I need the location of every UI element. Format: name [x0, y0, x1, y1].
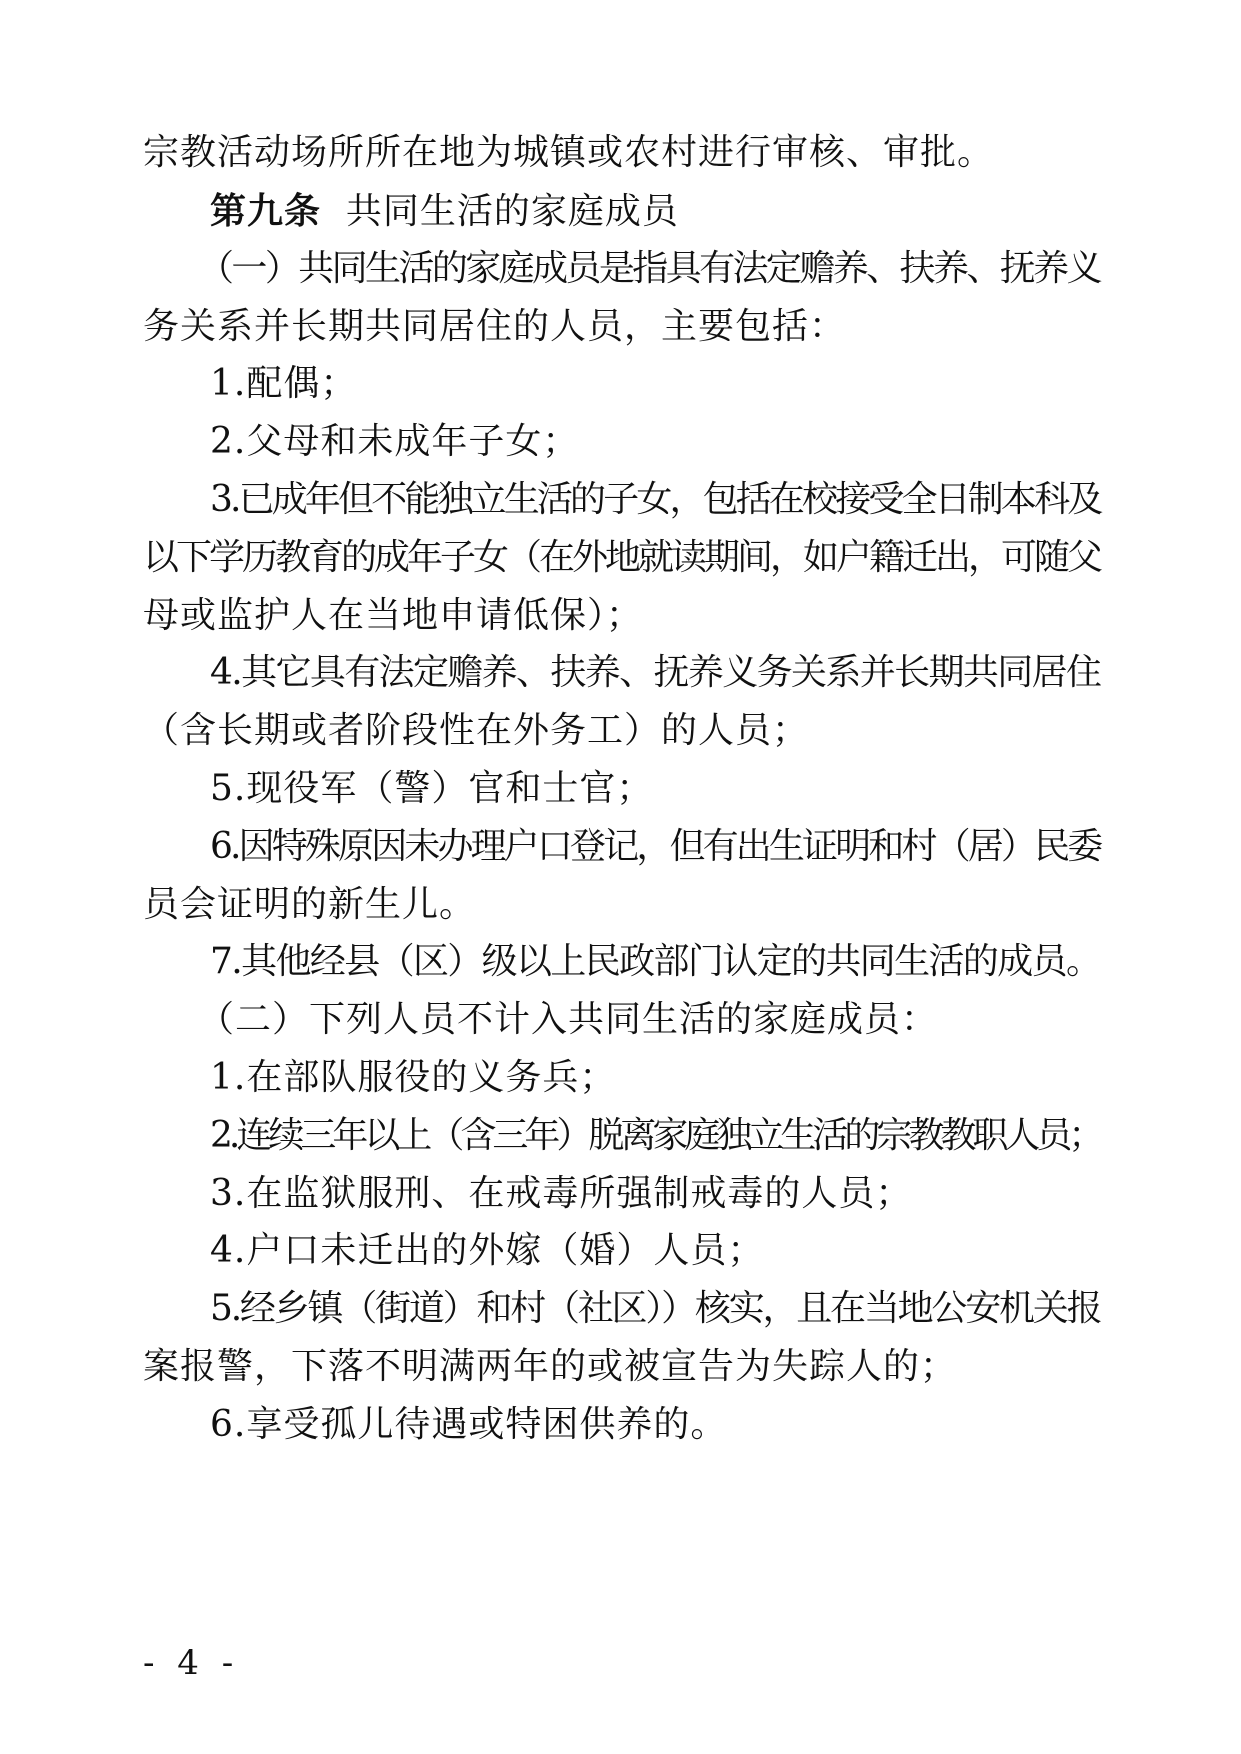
text-line: （一）共同生活的家庭成员是指具有法定赡养、扶养、抚养义 — [198, 248, 1101, 289]
list-item: 3.已成年但不能独立生活的子女，包括在校接受全日制本科及 — [210, 479, 1101, 520]
list-item: 4.其它具有法定赡养、扶养、抚养义务关系并长期共同居住 — [210, 652, 1101, 693]
text-line: 宗教活动场所所在地为城镇或农村进行审核、审批。 — [143, 132, 995, 173]
text-line: 案报警，下落不明满两年的或被宣告为失踪人的； — [143, 1346, 958, 1387]
list-item: 2.父母和未成年子女； — [210, 421, 580, 462]
list-item: 1.在部队服役的义务兵； — [210, 1057, 617, 1098]
article-number: 第九条 — [210, 190, 322, 232]
list-item: 1.配偶； — [210, 363, 358, 404]
text-line: 母或监护人在当地申请低保）； — [143, 595, 644, 636]
list-item: 3.在监狱服刑、在戒毒所强制戒毒的人员； — [210, 1173, 913, 1214]
list-item: 5.现役军（警）官和士官； — [210, 768, 654, 809]
list-item: 6.因特殊原因未办理户口登记，但有出生证明和村（居）民委 — [210, 826, 1101, 867]
article-title: 共同生活的家庭成员 — [345, 191, 679, 232]
article-heading-line — [210, 188, 679, 235]
list-item: 2.连续三年以上（含三年）脱离家庭独立生活的宗教教职人员； — [210, 1115, 1101, 1156]
list-item: 6.享受孤儿待遇或特困供养的。 — [210, 1404, 728, 1445]
list-item: 5.经乡镇（街道）和村（社区））核实，且在当地公安机关报 — [210, 1288, 1101, 1329]
text-line: 以下学历教育的成年子女（在外地就读期间，如户籍迁出，可随父 — [143, 537, 1101, 578]
text-line: 员会证明的新生儿。 — [143, 884, 477, 925]
list-item: 4.户口未迁出的外嫁（婚）人员； — [210, 1230, 765, 1271]
text-line: 务关系并长期共同居住的人员，主要包括： — [143, 306, 847, 347]
page-number: - 4 - — [143, 1643, 240, 1683]
text-line: （二）下列人员不计入共同生活的家庭成员： — [198, 999, 939, 1040]
list-item: 7.其他经县（区）级以上民政部门认定的共同生活的成员。 — [210, 941, 1101, 982]
text-line: （含长期或者阶段性在外务工）的人员； — [143, 710, 810, 751]
